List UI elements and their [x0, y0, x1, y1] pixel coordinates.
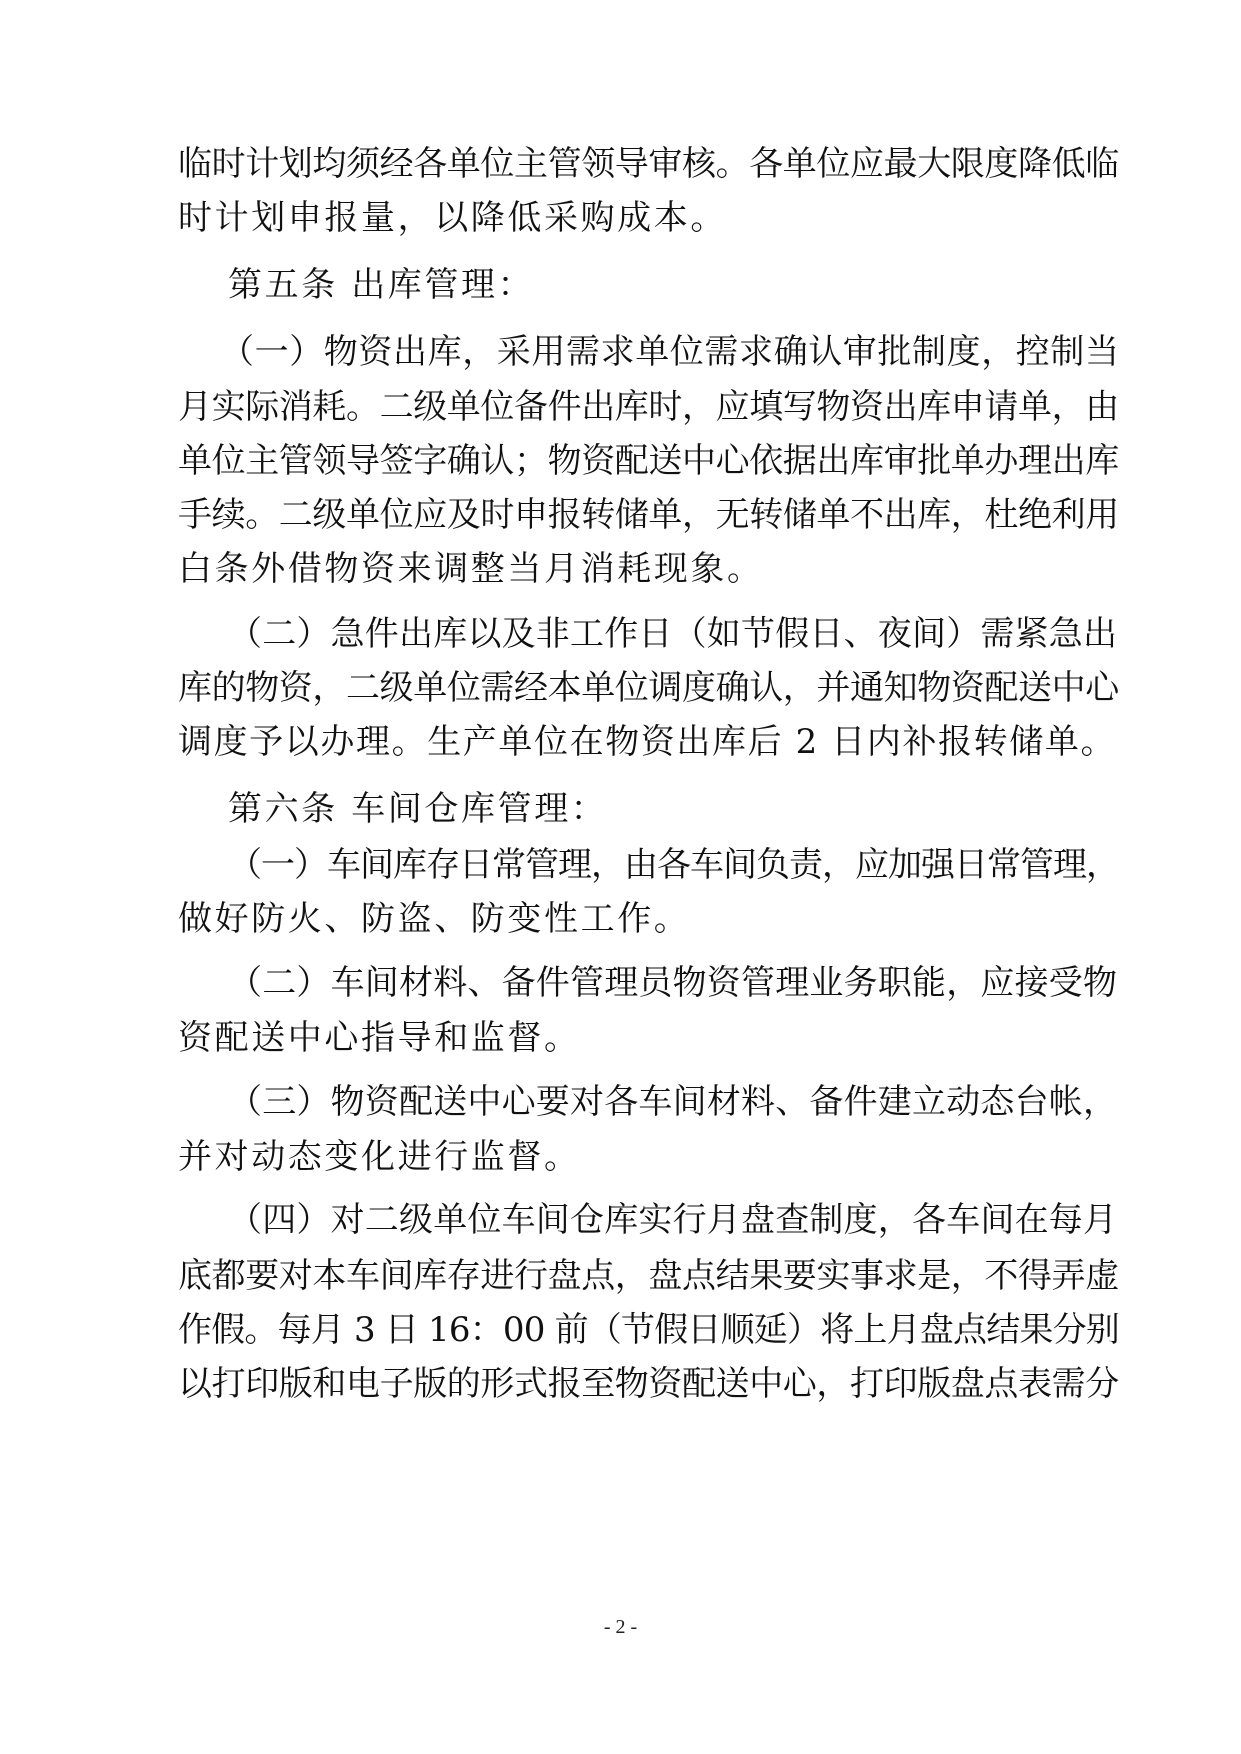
- body-line-7: 手续。二级单位应及时申报转储单，无转储单不出库，杜绝利用: [178, 495, 1119, 535]
- body-line-13: （一）车间库存日常管理，由各车间负责，应加强日常管理，: [228, 845, 1119, 885]
- article-heading-5: 第五条 出库管理：: [228, 265, 535, 305]
- body-line-19: （四）对二级单位车间仓库实行月盘查制度，各车间在每月: [228, 1200, 1118, 1240]
- body-line-4: （一）物资出库，采用需求单位需求确认审批制度，控制当: [220, 332, 1120, 372]
- article-heading-6: 第六条 车间仓库管理：: [228, 789, 608, 829]
- body-line-8: 白条外借物资来调整当月消耗现象。: [178, 549, 764, 589]
- body-line-16: 资配送中心指导和监督。: [178, 1018, 581, 1058]
- body-line-2: 时计划申报量，以降低采购成本。: [178, 198, 727, 238]
- body-line-22: 以打印版和电子版的形式报至物资配送中心，打印版盘点表需分: [178, 1364, 1119, 1404]
- body-line-11: 调度予以办理。生产单位在物资出库后 2 日内补报转储单。: [178, 722, 1117, 762]
- body-line-1: 临时计划均须经各单位主管领导审核。各单位应最大限度降低临: [178, 144, 1119, 184]
- body-line-17: （三）物资配送中心要对各车间材料、备件建立动态台帐，: [228, 1082, 1118, 1122]
- body-line-5: 月实际消耗。二级单位备件出库时，应填写物资出库申请单，由: [178, 387, 1119, 427]
- body-line-14: 做好防火、防盗、防变性工作。: [178, 899, 691, 939]
- body-line-10: 库的物资，二级单位需经本单位调度确认，并通知物资配送中心: [178, 668, 1119, 708]
- body-line-6: 单位主管领导签字确认；物资配送中心依据出库审批单办理出库: [178, 441, 1119, 481]
- body-line-9: （二）急件出库以及非工作日（如节假日、夜间）需紧急出: [228, 614, 1118, 654]
- body-line-15: （二）车间材料、备件管理员物资管理业务职能，应接受物: [228, 963, 1118, 1003]
- page-number: - 2 -: [603, 1616, 638, 1638]
- body-line-20: 底都要对本车间库存进行盘点，盘点结果要实事求是，不得弄虚: [178, 1256, 1119, 1296]
- body-line-18: 并对动态变化进行监督。: [178, 1137, 581, 1177]
- body-line-21: 作假。每月 3 日 16：00 前（节假日顺延）将上月盘点结果分别: [178, 1310, 1119, 1350]
